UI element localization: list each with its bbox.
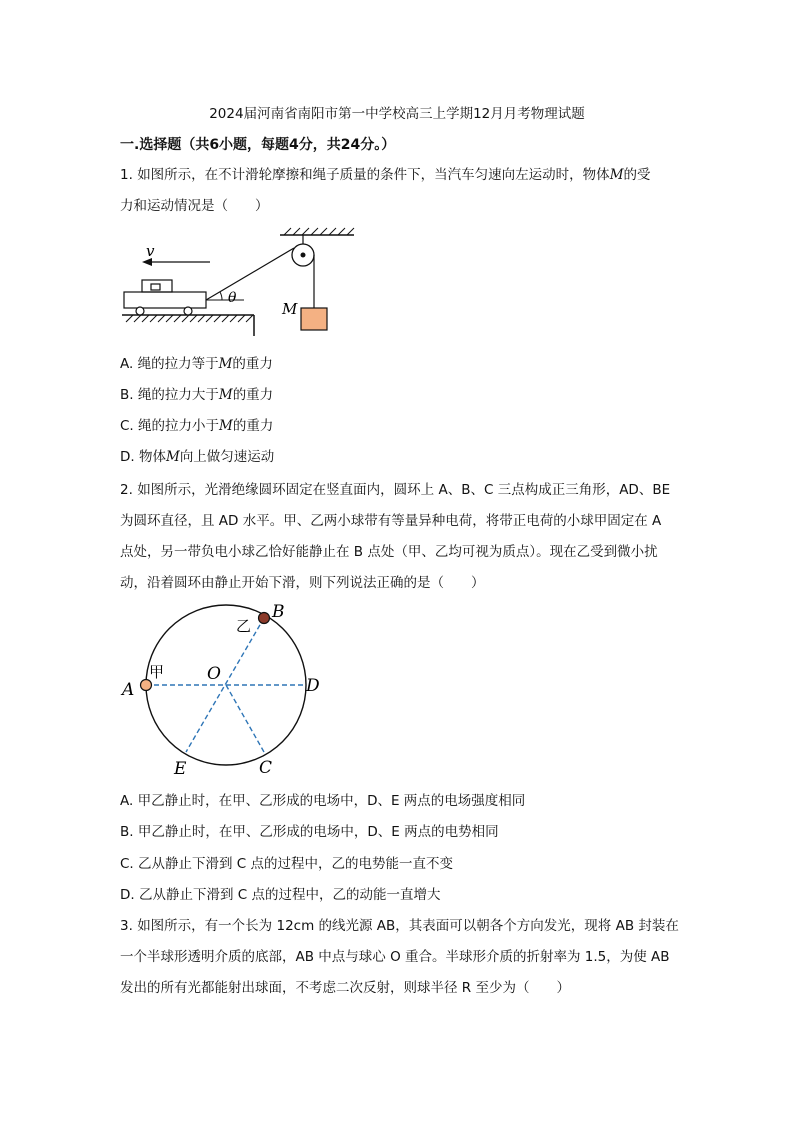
pulley-axle <box>301 253 306 258</box>
block-label: M <box>282 300 298 318</box>
label-jia: 甲 <box>149 663 165 681</box>
ball-yi <box>259 613 270 624</box>
point-label-c: C <box>259 758 273 778</box>
option-a <box>120 789 525 809</box>
question-number: 2. <box>120 482 133 498</box>
question-line: 发出的所有光都能射出球面，不考虑二次反射，则球半径 R 至少为（ ） <box>120 980 570 996</box>
option-text: 的重力 <box>232 418 274 434</box>
option-label: A. <box>120 356 134 372</box>
option-d <box>120 883 441 903</box>
option-a <box>120 352 273 372</box>
option-b <box>120 820 499 840</box>
question-text: 如图所示，在不计滑轮摩擦和绳子质量的条件下，当汽车匀速向左运动时，物体 <box>137 167 610 183</box>
question-number: 1. <box>120 167 133 183</box>
option-text: 绳的拉力小于 <box>138 418 220 434</box>
question-line: 动，沿着圆环由静止开始下滑，则下列说法正确的是（ ） <box>120 575 485 591</box>
page-title: 2024届河南省南阳市第一中学校高三上学期12月月考物理试题 <box>209 106 585 122</box>
angle-arc <box>220 292 222 300</box>
figure-circle-ring <box>116 600 336 782</box>
dashed-lines <box>146 618 306 752</box>
option-text: 甲乙静止时，在甲、乙形成的电场中，D、E 两点的电场强度相同 <box>137 793 526 809</box>
point-label-d: D <box>306 676 320 696</box>
question-line: 一个半球形透明介质的底部，AB 中点与球心 O 重合。半球形介质的折射率为 1.5，为使 AB <box>120 949 670 965</box>
question-line: 如图所示，有一个长为 12cm 的线光源 AB，其表面可以朝各个方向发光，现将 AB 封装在 <box>137 918 679 934</box>
label-yi: 乙 <box>236 617 252 635</box>
question-1-stem <box>120 160 680 222</box>
ground-hatch <box>126 315 253 322</box>
rope-slanted <box>206 248 294 300</box>
point-label-b: B <box>272 602 285 622</box>
point-label-a: A <box>122 680 135 700</box>
question-2-stem <box>120 475 680 599</box>
point-label-e: E <box>174 759 187 779</box>
option-label: B. <box>120 824 134 840</box>
radius-oc <box>226 685 264 752</box>
question-line: 如图所示，光滑绝缘圆环固定在竖直面内，圆环上 A、B、C 三点构成正三角形，AD、BE <box>137 482 671 498</box>
variable-m: M <box>218 387 233 403</box>
question-line: 点处，另一带负电小球乙恰好能静止在 B 点处（甲、乙均可视为质点）。现在乙受到微小扰 <box>120 544 658 560</box>
question-number: 3. <box>120 918 133 934</box>
option-text: 绳的拉力大于 <box>137 387 219 403</box>
point-label-o: O <box>207 664 221 684</box>
ball-jia <box>141 680 152 691</box>
option-text: 物体 <box>138 449 166 465</box>
option-label: D. <box>120 887 135 903</box>
option-text: 绳的拉力等于 <box>137 356 219 372</box>
option-label: A. <box>120 793 134 809</box>
block-m <box>301 308 327 330</box>
option-label: D. <box>120 449 135 465</box>
question-text: 的受 <box>623 167 651 183</box>
variable-m: M <box>218 356 233 372</box>
option-label: C. <box>120 418 134 434</box>
variable-m: M <box>219 418 233 434</box>
option-text: 的重力 <box>232 387 274 403</box>
figure-car-pulley <box>118 222 358 340</box>
option-label: C. <box>120 856 134 872</box>
question-text: 力和运动情况是（ ） <box>120 198 269 214</box>
option-d <box>120 445 274 465</box>
option-label: B. <box>120 387 134 403</box>
car <box>124 280 206 315</box>
angle-label: θ <box>228 290 237 306</box>
variable-m: M <box>165 449 180 465</box>
question-line: 为圆环直径，且 AD 水平。甲、乙两小球带有等量异种电荷，将带正电荷的小球甲固定在 A <box>120 513 662 529</box>
option-c <box>120 414 273 434</box>
section-heading: 一.选择题（共6小题，每题4分，共24分。） <box>120 137 396 153</box>
option-b <box>120 383 273 403</box>
question-3-stem <box>120 911 680 1004</box>
velocity-label: v <box>146 242 155 260</box>
variable-m: M <box>609 167 624 183</box>
option-text: 乙从静止下滑到 C 点的过程中，乙的动能一直增大 <box>138 887 441 903</box>
option-text: 乙从静止下滑到 C 点的过程中，乙的电势能一直不变 <box>138 856 454 872</box>
option-c <box>120 852 453 872</box>
option-text: 甲乙静止时，在甲、乙形成的电场中，D、E 两点的电势相同 <box>137 824 499 840</box>
ceiling-hatch <box>284 228 354 235</box>
option-text: 向上做匀速运动 <box>179 449 275 465</box>
option-text: 的重力 <box>232 356 273 372</box>
